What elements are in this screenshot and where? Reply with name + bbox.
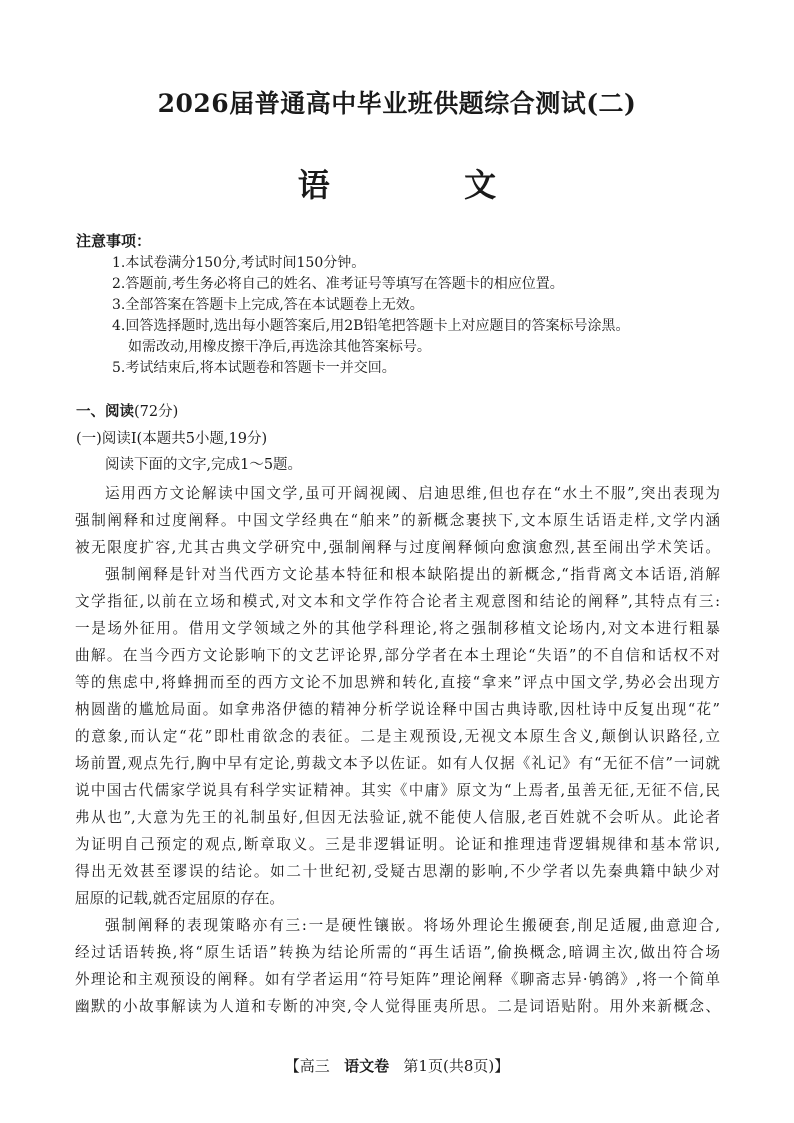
passage-line: 枘圆凿的尴尬局面。如拿弗洛伊德的精神分析学说诠释中国古典诗歌,因杜诗中反复出现“花” — [75, 701, 720, 718]
passage-line: 经过话语转换,将“原生话语”转换为结论所需的“再生话语”,偷换概念,暗调主次,做出符合场 — [75, 944, 720, 961]
passage-line: 得出无效甚至谬误的结论。如二十世纪初,受疑古思潮的影响,不少学者以先秦典籍中缺少对 — [75, 863, 720, 880]
passage-line: 为证明自己预定的观点,断章取义。三是非逻辑证明。论证和推理违背逻辑规律和基本常识, — [75, 836, 720, 853]
footer-paper: 语文卷 — [344, 1057, 390, 1075]
footer-grade: 【高三 — [284, 1057, 330, 1075]
notice-item-continued: 如需改动,用橡皮擦干净后,再选涂其他答案标号。 — [128, 339, 431, 355]
passage-line: 幽默的小故事解读为人道和专断的冲突,令人觉得匪夷所思。二是词语贴附。用外来新概念、 — [75, 998, 720, 1015]
reading-passage — [75, 480, 720, 1020]
section-title: 一、阅读 — [76, 404, 134, 420]
notice-item: 5.考试结束后,将本试题卷和答题卡一并交回。 — [112, 360, 396, 376]
passage-line: 等的焦虑中,将蜂拥而至的西方文论不加思辨和转化,直接“拿来”评点中国文学,势必会出现方 — [75, 674, 720, 691]
notice-item: 4.回答选择题时,选出每小题答案后,用2B铅笔把答题卡上对应题目的答案标号涂黑。 — [112, 318, 630, 334]
subject-title: 语 文 — [297, 166, 548, 204]
passage-line: 文学指征,以前在立场和模式,对文本和文学作符合论者主观意图和结论的阐释”,其特点有三: — [75, 593, 720, 610]
section-score: (72分) — [134, 404, 179, 420]
passage-line: 强制阐释是针对当代西方文论基本特征和根本缺陷提出的新概念,“指背离文本话语,消解 — [105, 566, 720, 583]
page-footer — [0, 1055, 794, 1076]
passage-line: 屈原的记载,就否定屈原的存在。 — [75, 890, 284, 907]
passage-line: 场前置,观点先行,胸中早有定论,剪裁文本予以佐证。如有人仅据《礼记》有“无征不信”一词就 — [75, 755, 720, 772]
passage-line: 外理论和主观预设的阐释。如有学者运用“符号矩阵”理论阐释《聊斋志异·鸲鹆》,将一个简单 — [75, 971, 720, 988]
notice-item: 2.答题前,考生务必将自己的姓名、准考证号等填写在答题卡的相应位置。 — [112, 276, 564, 292]
passage-line: 曲解。在当今西方文论影响下的文艺评论界,部分学者在本土理论“失语”的不自信和话权不对 — [75, 647, 720, 664]
passage-line: 运用西方文论解读中国文学,虽可开阔视阈、启迪思维,但也存在“水土不服”,突出表现为 — [105, 485, 720, 502]
section-heading — [76, 400, 178, 421]
passage-line: 强制阐释的表现策略亦有三:一是硬性镶嵌。将场外理论生搬硬套,削足适履,曲意迎合, — [105, 917, 720, 934]
passage-line: 的意象,而认定“花”即杜甫欲念的表征。二是主观预设,无视文本原生含义,颠倒认识路径,立 — [75, 728, 720, 745]
notice-item: 3.全部答案在答题卡上完成,答在本试题卷上无效。 — [112, 297, 424, 313]
notice-list — [112, 253, 732, 379]
passage-line: 一是场外征用。借用文学领域之外的其他学科理论,将之强制移植文论场内,对文本进行粗暴 — [75, 620, 720, 637]
passage-line: 弗从也”,大意为先王的礼制虽好,但因无法验证,就不能使人信服,老百姓就不会听从。此论者 — [75, 809, 720, 826]
notice-item: 1.本试卷满分150分,考试时间150分钟。 — [112, 255, 366, 271]
footer-page-number: 第1页(共8页)】 — [403, 1057, 510, 1075]
passage-line: 被无限度扩容,尤其古典文学研究中,强制阐释与过度阐释倾向愈演愈烈,甚至闹出学术笑话。 — [75, 539, 720, 556]
subsection-heading: (一)阅读Ⅰ(本题共5小题,19分) — [76, 431, 268, 447]
passage-line: 强制阐释和过度阐释。中国文学经典在“舶来”的新概念裹挟下,文本原生话语走样,文学内涵 — [75, 512, 720, 529]
instruction: 阅读下面的文字,完成1～5题。 — [105, 457, 303, 473]
exam-title: 2026届普通高中毕业班供题综合测试(二) — [157, 89, 637, 118]
passage-line: 说中国古代儒家学说具有科学实证精神。其实《中庸》原文为“上焉者,虽善无征,无征不信,民 — [75, 782, 720, 799]
notice-heading: 注意事项： — [76, 232, 152, 250]
